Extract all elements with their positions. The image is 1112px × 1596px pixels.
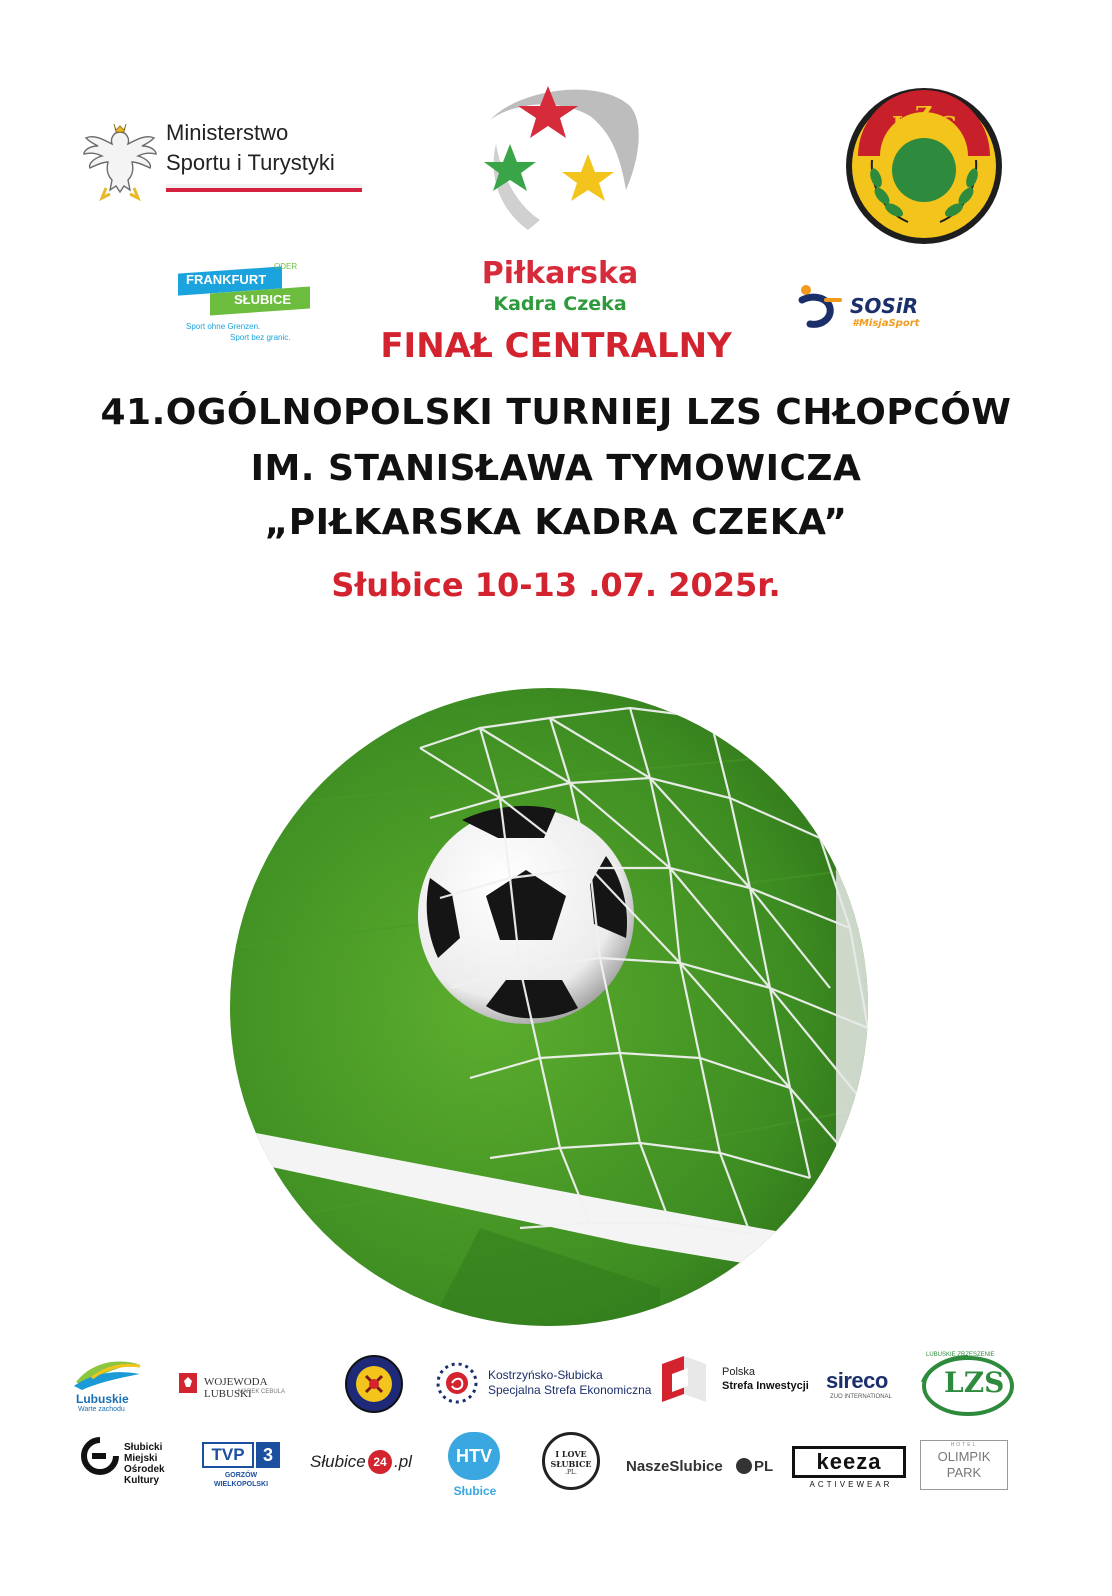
olimpik-l2: PARK	[946, 1465, 982, 1480]
event-logo-title: Piłkarska	[481, 256, 639, 291]
tournament-title-line1: 41.OGÓLNOPOLSKI TURNIEJ LZS CHŁOPCÓW	[100, 392, 1012, 433]
polish-eagle-icon	[80, 118, 160, 202]
smok-l1: Słubicki	[124, 1442, 163, 1453]
stars-ball-icon	[430, 80, 690, 256]
event-logo	[430, 80, 690, 320]
ministry-logo	[80, 112, 370, 202]
lzs-letter-z: Z	[915, 101, 933, 130]
htv-logo	[444, 1432, 506, 1500]
football-net-photo	[230, 688, 868, 1326]
tvp3-number: 3	[256, 1442, 280, 1468]
slubice24-num: 24	[368, 1450, 392, 1474]
slubice24-pre: Słubice	[310, 1452, 366, 1471]
smok-mark-icon	[80, 1436, 120, 1476]
tournament-title-line3: „PIŁKARSKA KADRA CZEKA”	[264, 502, 848, 543]
sosir-name: SOSiR	[850, 294, 919, 318]
tvp3-l2: WIELKOPOLSKI	[213, 1481, 269, 1488]
wojewoda-logo	[178, 1372, 308, 1398]
psi-line1: Polska	[722, 1366, 756, 1378]
flag-stripe-red	[166, 188, 362, 192]
kssse-line1: Kostrzyńsko-Słubicka	[488, 1368, 603, 1382]
lzs-letter-l: L	[892, 111, 909, 140]
tvp3-logo	[202, 1442, 282, 1494]
i-love-l2: SŁUBICE	[550, 1459, 592, 1469]
nasze-slubice-logo	[626, 1456, 776, 1478]
nasze-post: PL	[754, 1458, 774, 1475]
sireco-sub: ZUO INTERNATIONAL	[830, 1394, 892, 1400]
wojewoda-sub: MAREK CEBULA	[238, 1389, 286, 1395]
keeza-sub: ACTIVEWEAR	[809, 1480, 893, 1489]
frankfurt-slogan-de: Sport ohne Grenzen.	[186, 322, 261, 331]
htv-sub: Słubice	[453, 1484, 497, 1498]
slubice-name: SŁUBICE	[234, 292, 292, 307]
lzs-badge-logo	[844, 86, 1004, 246]
final-heading: FINAŁ CENTRALNY	[380, 326, 732, 366]
sosir-mark-icon	[796, 282, 848, 332]
kssse-line2: Specjalna Strefa Ekonomiczna	[488, 1383, 652, 1397]
olimpik-l1: OLIMPIK	[937, 1449, 991, 1464]
frankfurt-slogan-pl: Sport bez granic.	[230, 333, 291, 342]
psi-line2: Strefa Inwestycji	[722, 1380, 809, 1392]
i-love-badge	[542, 1432, 600, 1490]
olimpik-park-logo	[920, 1440, 1010, 1492]
lubuskie-hills-icon	[72, 1356, 142, 1390]
lzs-lubuskie-ring: LUBUSKIE ZRZESZENIE	[926, 1352, 995, 1358]
lzs-letter-s: S	[940, 111, 958, 140]
smok-l2: Miejski	[124, 1453, 158, 1464]
lzs-lubuskie-logo	[918, 1352, 1018, 1418]
kssse-star-ring-icon	[434, 1360, 480, 1406]
event-date: Słubice 10-13 .07. 2025r.	[331, 566, 781, 604]
keeza-name: keeza	[792, 1446, 906, 1478]
keeza-logo	[790, 1446, 912, 1494]
wojewoda-name: WOJEWODA LUBUSKI	[204, 1376, 267, 1400]
lubuskie-name: Lubuskie	[76, 1392, 129, 1406]
slubice24-post: .pl	[394, 1452, 412, 1471]
smok-l4: Kultury	[124, 1475, 159, 1486]
sosir-tag: #MisjaSport	[852, 318, 920, 329]
tvp3-l1: GORZÓW	[224, 1472, 258, 1479]
kssse-logo	[434, 1358, 654, 1410]
i-love-slubice-logo	[542, 1432, 604, 1494]
olimpik-top: HOTEL	[950, 1442, 978, 1448]
smok-l3: Ośrodek	[124, 1464, 165, 1475]
i-love-l3: .PL.	[565, 1469, 577, 1476]
club-crest-logo	[344, 1354, 404, 1414]
sireco-logo	[826, 1368, 918, 1402]
sireco-name: sireco	[826, 1368, 888, 1393]
ministry-name: Ministerstwo Sportu i Turystyki	[166, 120, 335, 175]
htv-name: HTV	[448, 1432, 500, 1480]
polska-strefa-inwestycji-logo	[658, 1356, 818, 1404]
psi-mark-icon	[658, 1356, 710, 1402]
coat-of-arms-icon	[178, 1372, 198, 1394]
frankfurt-oder: ODER	[274, 262, 298, 271]
i-love-l1: I LOVE	[555, 1449, 587, 1459]
nasze-dot-icon	[736, 1458, 752, 1474]
smok-logo	[80, 1436, 180, 1494]
nasze-pre: NaszeSlubice	[626, 1458, 723, 1475]
lubuskie-tag: Warte zachodu	[78, 1406, 125, 1413]
tvp3-name: TVP	[202, 1442, 254, 1468]
tournament-title-line2: IM. STANISŁAWA TYMOWICZA	[250, 448, 862, 489]
slubice24-logo	[310, 1450, 420, 1476]
event-logo-subtitle: Kadra Czeka	[493, 293, 627, 315]
frankfurt-name: FRANKFURT	[186, 272, 267, 287]
lzs-lubuskie-name: LZS	[944, 1366, 1005, 1399]
lubuskie-logo	[72, 1356, 142, 1414]
